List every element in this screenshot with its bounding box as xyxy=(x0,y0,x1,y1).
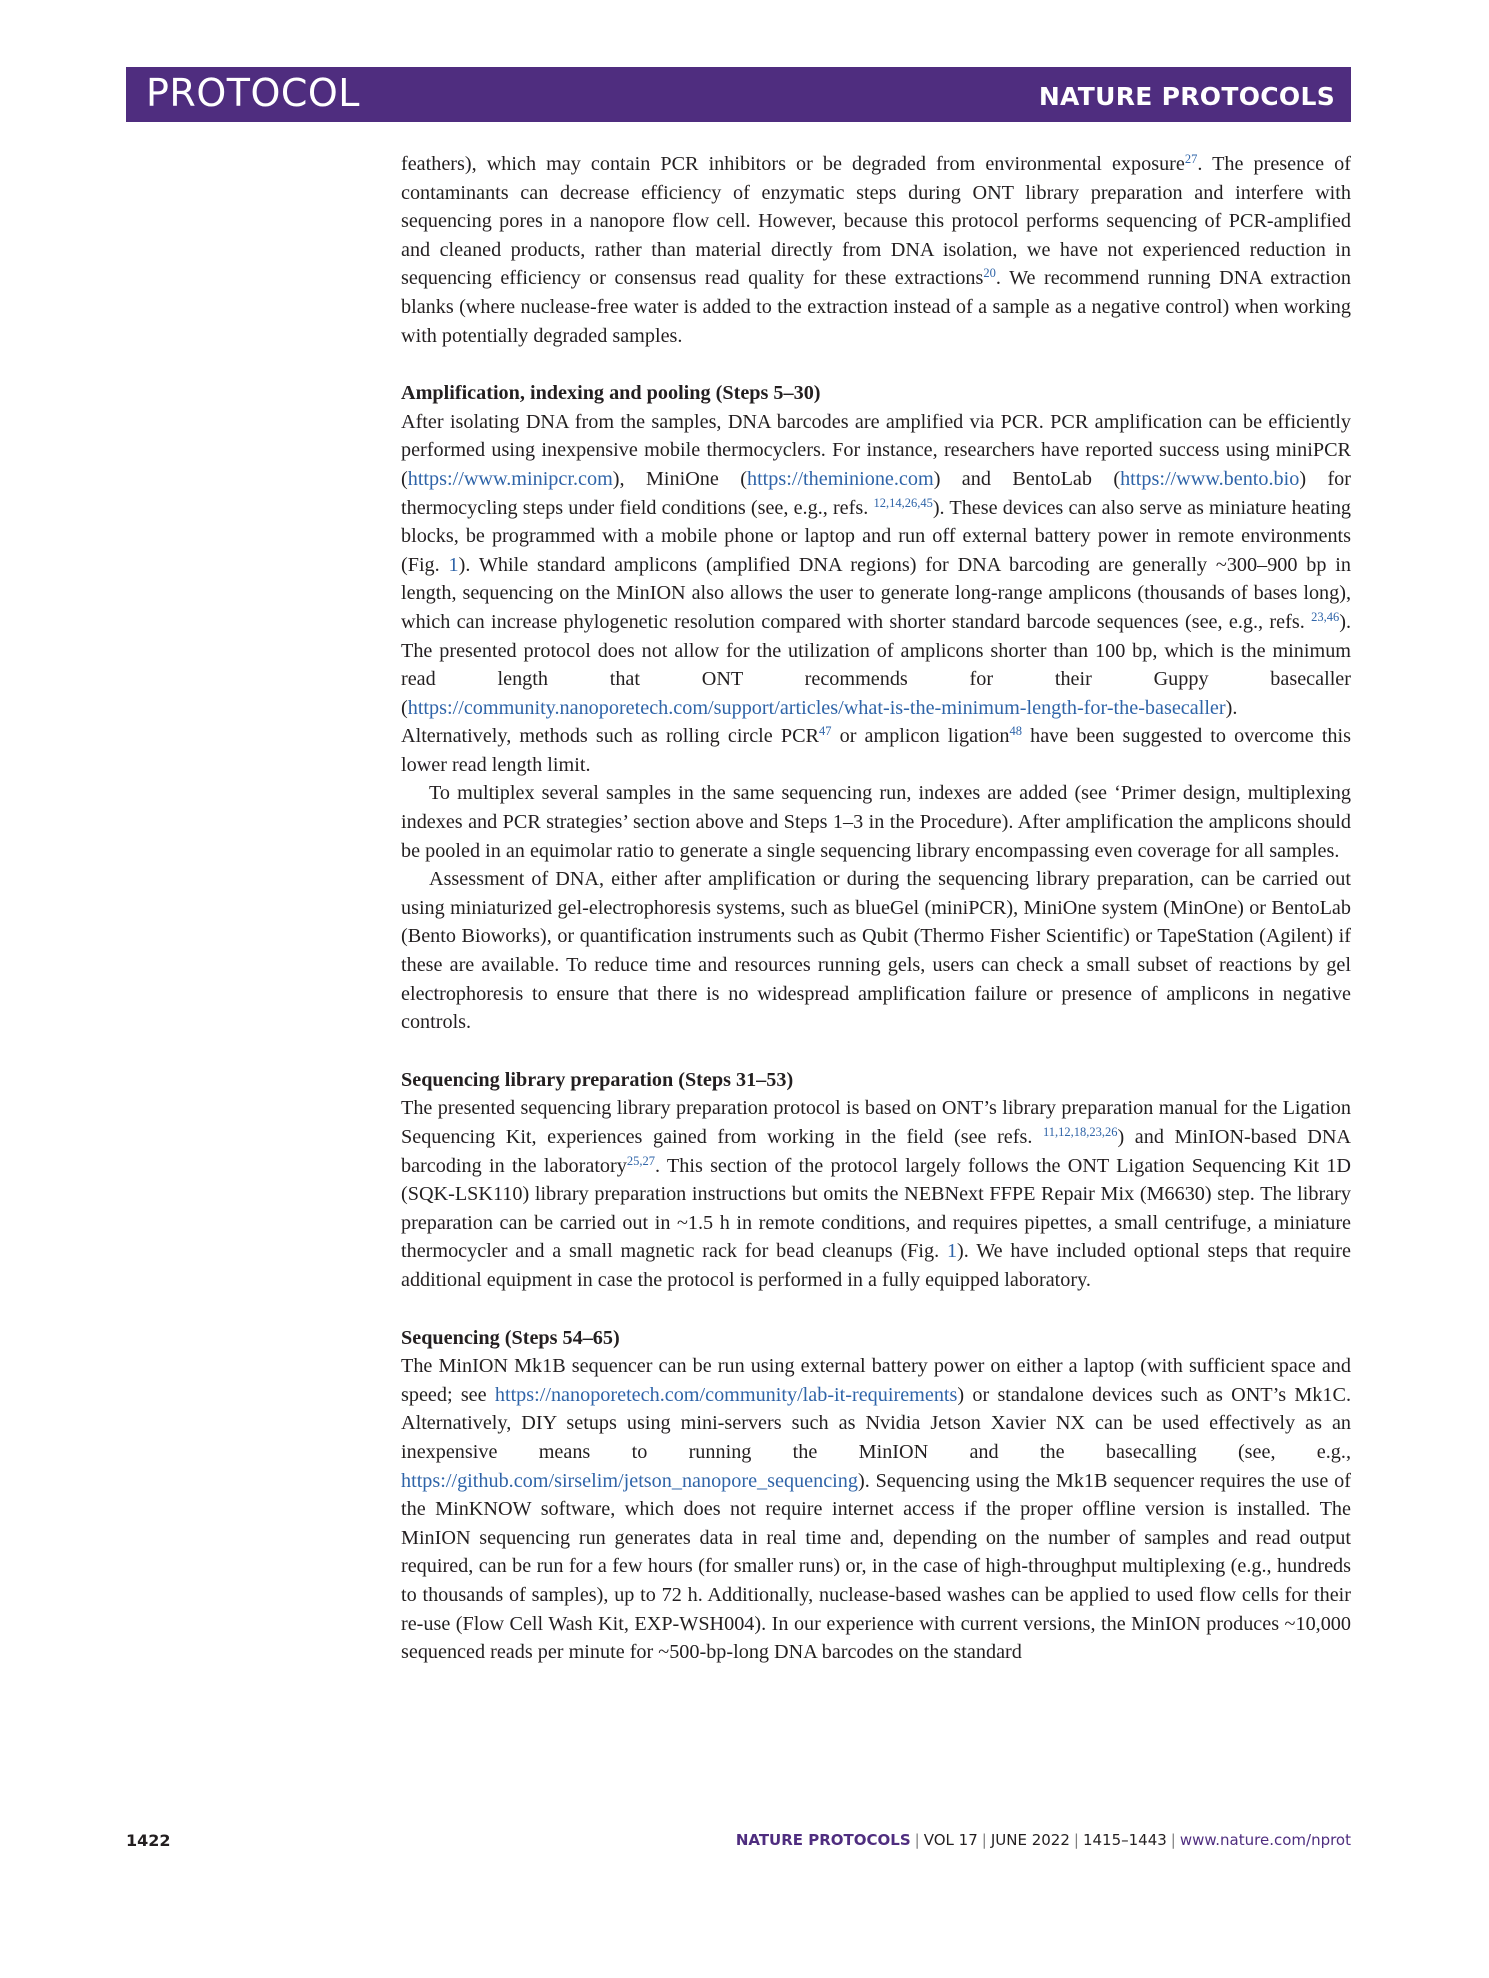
text-run: . This section of the protocol largely follows the ONT Ligation Sequencing Kit 1D (SQK-LSK110) library preparation instructions but omits the NEBNext FFPE Repair Mix (M6630) step. The library preparation can be carried out in ~1.5 h in remote conditions, and requires pipettes, a small centrifuge, a miniature thermocycler and a small magnetic rack for bead cleanups (Fig. xyxy=(401,1154,1352,1263)
text-run: ) or standalone devices such as ONT’s Mk1C. Alternatively, DIY setups using mini-servers such as Nvidia Jetson Xavier NX can be used effectively as an inexpensive means to running the MinION and the basecalling (see, e.g., xyxy=(401,1383,1352,1463)
footer-date: JUNE 2022 xyxy=(990,1831,1070,1849)
paragraph: Assessment of DNA, either after amplification or during the sequencing library preparation, can be carried out using miniaturized gel-electrophoresis systems, such as blueGel (miniPCR), MiniOne system (MinOne) or BentoLab (Bento Bioworks), or quantification instruments such as Qubit (Thermo Fisher Scientific) or TapeStation (Agilent) if these are available. To reduce time and resources running gels, users can check a small subset of reactions by gel electrophoresis to ensure that there is no widespread amplification failure or presence of amplicons in negative controls. xyxy=(401,868,1351,1034)
citation[interactable]: 11,12,18,23,26 xyxy=(1042,1125,1118,1139)
text-run: ) and MinION-based DNA barcoding in the laboratory xyxy=(401,1126,1351,1177)
text-run: . The presence of contaminants can decrease efficiency of enzymatic steps during ONT library preparation and interfere with sequencing pores in a nanopore flow cell. However, because this protocol performs sequencing of PCR-amplified and cleaned products, rather than material directly from DNA isolation, we have not experienced reduction in sequencing efficiency or consensus read quality for these extractions xyxy=(401,153,1351,290)
figure-link[interactable]: 1 xyxy=(448,553,459,576)
text-run: ). Sequencing using the Mk1B sequencer requires the use of the MinKNOW software, which does not require internet access if the proper offline version is installed. The MinION sequencing run generates data in real time and, depending on the number of samples and read output required, can be run for a few hours (for smaller runs) or, in the case of high-throughput multiplexing (e.g., hundreds to thousands of samples), up to 72 h. Additionally, nuclease-based washes can be applied to used flow cells for their re-use (Flow Cell Wash Kit, EXP-WSH004). In our experience with current versions, the MinION produces ~10,000 sequenced reads per minute for ~500-bp-long DNA barcodes on the standard xyxy=(401,1469,1351,1664)
text-run: . We recommend running DNA extraction blanks (where nuclease-free water is added to the extraction instead of a sample as a negative control) when working with potentially degraded samples. xyxy=(401,267,1351,347)
text-run: ) and BentoLab ( xyxy=(933,467,1121,490)
citation[interactable]: 20 xyxy=(983,266,996,281)
citation[interactable]: 47 xyxy=(819,724,832,739)
section-heading: Amplification, indexing and pooling (Steps 5–30) xyxy=(401,382,821,405)
text-run: ). While standard amplicons (amplified DNA regions) for DNA barcoding are generally ~300–900 bp in length, sequencing on the MinION also allows the user to generate long-range amplicons (thousands of bases long), which can increase phylogenetic resolution compared with shorter standard barcode sequences (see, e.g., refs. xyxy=(401,553,1352,633)
url-link[interactable]: https://nanoporetech.com/community/lab-it-requirements xyxy=(494,1383,958,1406)
text-run: ) for thermocycling steps under field conditions (see, e.g., refs. xyxy=(401,467,1352,519)
citation[interactable]: 23,46 xyxy=(1311,609,1340,624)
text-run: ). These devices can also serve as miniature heating blocks, be programmed with a mobile phone or laptop and run off external battery power in remote environments (Fig. xyxy=(401,496,1351,576)
header-banner xyxy=(126,67,1351,122)
citation[interactable]: 48 xyxy=(1009,724,1022,739)
text-run: or amplicon ligation xyxy=(831,725,1010,748)
journal-name: NATURE PROTOCOLS xyxy=(1038,82,1335,111)
divider: | xyxy=(981,1831,987,1849)
divider: | xyxy=(1170,1831,1176,1849)
text-run: ). Alternatively, methods such as rolling circle PCR xyxy=(401,696,1238,748)
spacer xyxy=(401,350,1351,379)
footer-citation xyxy=(736,1831,1351,1849)
url-link[interactable]: https://www.minipcr.com xyxy=(407,467,613,490)
section-heading: Sequencing (Steps 54–65) xyxy=(401,1326,620,1349)
divider: | xyxy=(914,1831,920,1849)
citation[interactable]: 25,27 xyxy=(626,1153,655,1168)
text-run: feathers), which may contain PCR inhibitors or be degraded from environmental exposure xyxy=(401,153,1185,175)
footer-volume: VOL 17 xyxy=(923,1831,978,1849)
url-link[interactable]: https://www.bento.bio xyxy=(1120,467,1300,490)
text-run: ), MiniOne ( xyxy=(612,467,747,490)
spacer xyxy=(401,1037,1351,1066)
url-link[interactable]: https://github.com/sirselim/jetson_nanopore_sequencing xyxy=(401,1469,858,1492)
text-run: The presented sequencing library preparation protocol is based on ONT’s library preparation manual for the Ligation Sequencing Kit, experiences gained from working in the field (see refs. xyxy=(401,1097,1351,1148)
figure-link[interactable]: 1 xyxy=(946,1240,958,1263)
footer-journal: NATURE PROTOCOLS xyxy=(735,1831,911,1849)
text-run: The MinION Mk1B sequencer can be run using external battery power on either a laptop (with sufficient space and speed; see xyxy=(401,1355,1351,1406)
section-label: PROTOCOL xyxy=(146,71,360,115)
spacer xyxy=(401,1295,1351,1324)
footer-pages: 1415–1443 xyxy=(1082,1831,1167,1849)
paragraph xyxy=(401,1352,1351,1667)
paragraph xyxy=(401,150,1351,350)
text-run: ). The presented protocol does not allow for the utilization of amplicons shorter than 100 bp, which is the minimum read length that ONT recommends for their Guppy basecaller ( xyxy=(401,610,1351,719)
article-body xyxy=(401,150,1351,1667)
url-link[interactable]: https://community.nanoporetech.com/support/articles/what-is-the-minimum-length-for-the-basecaller xyxy=(407,696,1226,719)
url-link[interactable]: https://theminione.com xyxy=(746,467,934,490)
paragraph xyxy=(401,1094,1351,1294)
text-run: ). We have included optional steps that require additional equipment in case the protocol is performed in a fully equipped laboratory. xyxy=(401,1240,1351,1291)
page-number: 1422 xyxy=(126,1831,171,1850)
footer-website-link[interactable]: www.nature.com/nprot xyxy=(1179,1831,1351,1849)
paragraph xyxy=(401,408,1351,780)
paragraph: To multiplex several samples in the same sequencing run, indexes are added (see ‘Primer design, multiplexing indexes and PCR strategies’ section above and Steps 1–3 in the Procedure). After amplification the amplicons should be pooled in an equimolar ratio to generate a single sequencing library encompassing even coverage for all samples. xyxy=(401,782,1351,862)
citation[interactable]: 27 xyxy=(1184,152,1198,166)
text-run: have been suggested to overcome this lower read length limit. xyxy=(401,725,1351,776)
section-heading: Sequencing library preparation (Steps 31–53) xyxy=(401,1068,794,1091)
citation[interactable]: 12,14,26,45 xyxy=(873,495,933,510)
text-run: After isolating DNA from the samples, DNA barcodes are amplified via PCR. PCR amplification can be efficiently performed using inexpensive mobile thermocyclers. For instance, researchers have reported success using miniPCR ( xyxy=(401,410,1351,490)
divider: | xyxy=(1073,1831,1079,1849)
